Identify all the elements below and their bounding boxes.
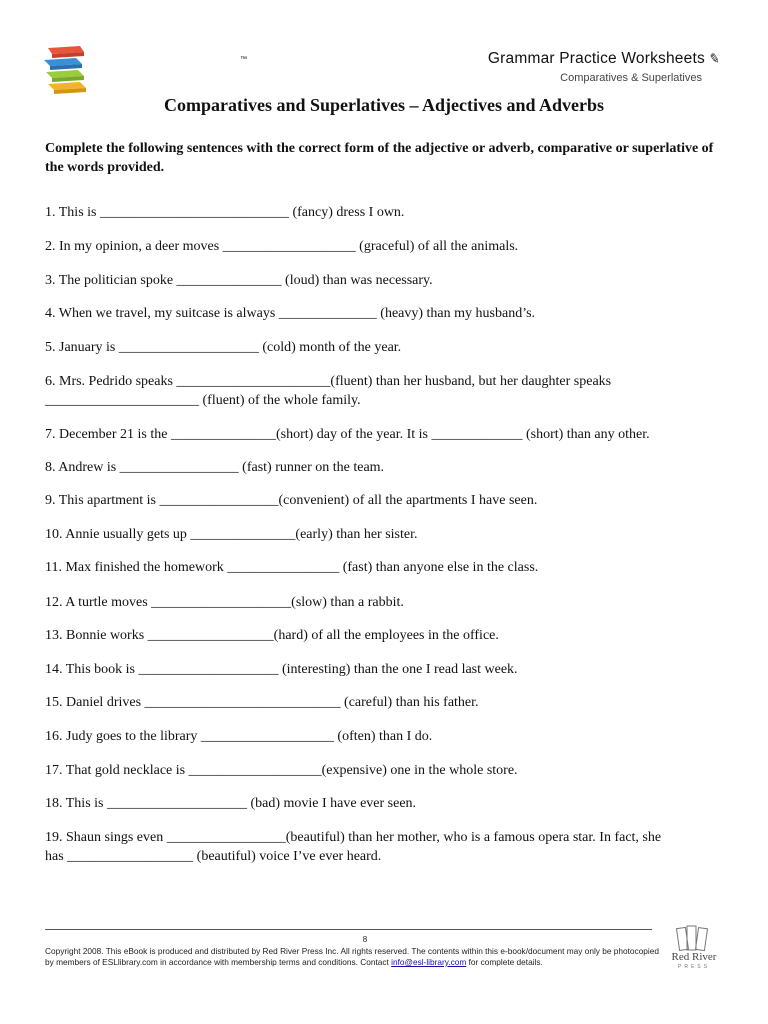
trademark-symbol: ™ — [240, 56, 247, 63]
question-text: 13. Bonnie works __________________(hard) of all the employees in the office. — [45, 628, 499, 643]
question-text: 7. December 21 is the _______________(short) day of the year. It is _____________ (short) than any other. — [45, 427, 650, 442]
question-text: 18. This is ____________________ (bad) movie I have ever seen. — [45, 796, 417, 811]
question-item — [45, 338, 401, 357]
question-item — [45, 727, 432, 746]
question-item — [45, 525, 418, 544]
question-item — [45, 237, 518, 256]
question-text: 9. This apartment is _________________(convenient) of all the apartments I have seen. — [45, 493, 538, 508]
question-text: 14. This book is ____________________ (interesting) than the one I read last week. — [45, 662, 518, 677]
copyright-text: Copyright 2008. This eBook is produced and distributed by Red River Press Inc. All rights reserved. The contents within this e-book/document may only be photocopied by members of ESLlibrary.com in accordance with membership terms and conditions. Contact — [45, 946, 659, 967]
brand-title-text: Grammar Practice Worksheets — [487, 50, 705, 67]
question-text: 10. Annie usually gets up _______________(early) than her sister. — [45, 527, 418, 542]
question-text: 2. In my opinion, a deer moves ___________________ (graceful) of all the animals. — [45, 239, 519, 254]
question-text: 11. Max finished the homework ________________ (fast) than anyone else in the class. — [45, 560, 539, 575]
question-text: 12. A turtle moves ____________________(slow) than a rabbit. — [45, 595, 404, 610]
question-text: 16. Judy goes to the library ___________________ (often) than I do. — [45, 729, 433, 744]
question-item — [45, 593, 404, 612]
question-text: 3. The politician spoke _______________ (loud) than was necessary. — [45, 273, 433, 288]
contact-email-link[interactable]: info@esl-library.com — [391, 957, 467, 967]
brand-subtitle: Comparatives & Superlatives — [560, 72, 702, 84]
question-item — [45, 693, 479, 712]
pencil-icon: ✎ — [707, 50, 722, 67]
question-item — [45, 425, 650, 444]
publisher-subtitle: PRESS — [678, 964, 710, 970]
question-item — [45, 271, 433, 290]
footer-divider — [45, 929, 652, 930]
copyright-text-end: for complete details. — [466, 957, 543, 967]
copyright-notice — [45, 946, 665, 968]
question-text: ______________________ (fluent) of the whole family. — [45, 393, 361, 408]
question-text: 1. This is ___________________________ (fancy) dress I own. — [45, 205, 405, 220]
brand-title — [488, 50, 720, 68]
question-item — [45, 458, 384, 477]
question-text: 19. Shaun sings even _________________(beautiful) than her mother, who is a famous opera star. In fact, she — [45, 830, 662, 845]
books-logo-icon — [42, 44, 90, 96]
question-item — [45, 304, 535, 323]
question-item — [45, 372, 611, 410]
question-item — [45, 558, 538, 577]
question-item — [45, 828, 661, 866]
instructions: Complete the following sentences with the correct form of the adjective or adverb, comparative or superlative of the words provided. — [45, 141, 714, 175]
question-item — [45, 203, 404, 222]
question-item — [45, 794, 416, 813]
question-text: 6. Mrs. Pedrido speaks ______________________(fluent) than her husband, but her daughter speaks — [45, 374, 612, 389]
page-number: 8 — [362, 935, 368, 944]
question-item — [45, 761, 518, 780]
question-text: 17. That gold necklace is ___________________(expensive) one in the whole store. — [45, 763, 518, 778]
question-item — [45, 626, 499, 645]
question-text: 4. When we travel, my suitcase is always ______________ (heavy) than my husband’s. — [45, 306, 536, 321]
question-item — [45, 660, 518, 679]
page-title: Comparatives and Superlatives – Adjectives and Adverbs — [163, 95, 604, 115]
question-text: 5. January is ____________________ (cold) month of the year. — [45, 340, 402, 355]
publisher-name: Red River — [671, 951, 717, 963]
question-item — [45, 491, 537, 510]
question-text: has __________________ (beautiful) voice I’ve ever heard. — [45, 849, 382, 864]
question-text: 8. Andrew is _________________ (fast) runner on the team. — [45, 460, 385, 475]
question-text: 15. Daniel drives ____________________________ (careful) than his father. — [45, 695, 479, 710]
